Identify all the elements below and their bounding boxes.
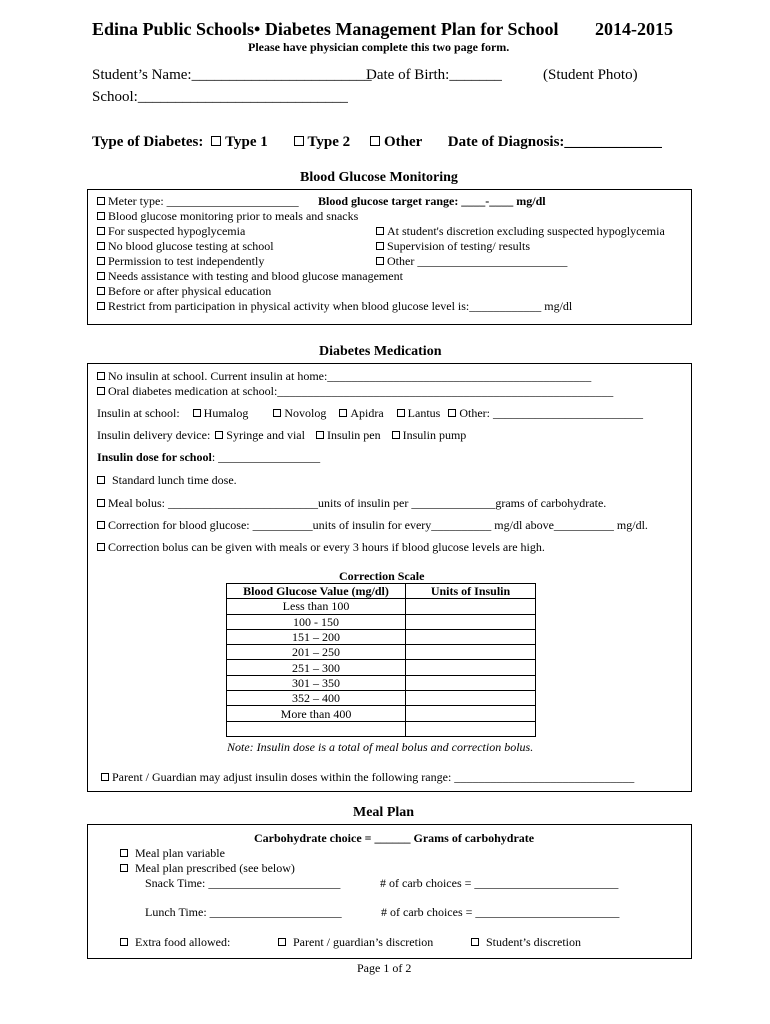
- subtitle: Please have physician complete this two page form.: [248, 40, 510, 54]
- insulin-at-school-row: [97, 406, 643, 421]
- humalog-option[interactable]: Humalog: [193, 406, 249, 420]
- lunch-carb-choices-field[interactable]: # of carb choices = ________________________: [381, 905, 620, 919]
- correction-scale-title: Correction Scale: [339, 569, 425, 583]
- units-cell[interactable]: [406, 691, 536, 706]
- extra-food-option[interactable]: Extra food allowed:: [120, 935, 230, 950]
- table-header: Blood Glucose Value (mg/dl): [227, 584, 406, 599]
- correction-option[interactable]: Correction for blood glucose: __________units of insulin for every__________ mg/dl above__________ mg/dl.: [97, 518, 648, 533]
- student-photo-placeholder: (Student Photo): [543, 67, 638, 83]
- units-cell[interactable]: [406, 706, 536, 721]
- checkbox-icon[interactable]: [97, 212, 105, 220]
- bg-range-cell[interactable]: [227, 721, 406, 736]
- snack-time-field[interactable]: Snack Time: ______________________: [145, 876, 341, 890]
- table-row: [227, 721, 536, 736]
- checkbox-icon[interactable]: [120, 864, 128, 872]
- school-year: 2014-2015: [595, 19, 673, 39]
- units-cell[interactable]: [406, 629, 536, 644]
- standard-lunch-option[interactable]: Standard lunch time dose.: [97, 473, 237, 488]
- checkbox-icon[interactable]: [97, 476, 105, 484]
- bg-range-cell: 151 – 200: [227, 629, 406, 644]
- checkbox-icon[interactable]: [120, 938, 128, 946]
- checkbox-icon[interactable]: [376, 242, 384, 250]
- lunch-time-field[interactable]: Lunch Time: ______________________: [145, 905, 342, 919]
- delivery-device-row: [97, 428, 466, 443]
- checkbox-icon[interactable]: [273, 409, 281, 417]
- meal-bolus-option[interactable]: Meal bolus: _________________________units of insulin per ______________grams of carbohydrate.: [97, 496, 606, 511]
- checkbox-icon[interactable]: [370, 136, 380, 146]
- target-range-field[interactable]: Blood glucose target range: ____-____ mg/dl: [318, 194, 546, 208]
- oral-medication-option[interactable]: Oral diabetes medication at school:________________________________________________________: [97, 384, 613, 399]
- checkbox-icon[interactable]: [397, 409, 405, 417]
- correction-bolus-option[interactable]: Correction bolus can be given with meals or every 3 hours if blood glucose levels are high.: [97, 540, 545, 555]
- other-monitoring-option[interactable]: Other _________________________: [376, 254, 567, 269]
- table-row: [227, 645, 536, 660]
- checkbox-icon[interactable]: [97, 302, 105, 310]
- diabetes-type-row: [92, 134, 662, 151]
- insulin-dose-field[interactable]: Insulin dose for school: _________________: [97, 450, 321, 464]
- other-insulin-option[interactable]: Other: _________________________: [448, 406, 643, 420]
- table-row: [227, 629, 536, 644]
- checkbox-icon[interactable]: [97, 257, 105, 265]
- correction-note: Note: Insulin dose is a total of meal bolus and correction bolus.: [227, 740, 534, 754]
- table-row: [227, 675, 536, 690]
- carb-choice-field[interactable]: Carbohydrate choice = ______ Grams of carbohydrate: [254, 831, 535, 845]
- restrict-activity-option[interactable]: Restrict from participation in physical activity when blood glucose level is:____________ mg/dl: [97, 299, 572, 314]
- no-insulin-option[interactable]: No insulin at school. Current insulin at home:____________________________________________: [97, 369, 591, 384]
- meter-type-field[interactable]: Meter type: ______________________: [97, 194, 299, 209]
- units-cell[interactable]: [406, 614, 536, 629]
- bg-range-cell: 201 – 250: [227, 645, 406, 660]
- suspected-hypo-option[interactable]: For suspected hypoglycemia: [97, 224, 245, 239]
- bg-range-cell: 352 – 400: [227, 691, 406, 706]
- bg-range-cell: More than 400: [227, 706, 406, 721]
- student-name-field[interactable]: Student’s Name:________________________: [92, 67, 372, 83]
- checkbox-icon[interactable]: [471, 938, 479, 946]
- page-title: Edina Public Schools• Diabetes Management Plan for School: [92, 19, 559, 39]
- bg-range-cell: 301 – 350: [227, 675, 406, 690]
- school-field[interactable]: School:____________________________: [92, 89, 348, 105]
- units-cell[interactable]: [406, 660, 536, 675]
- student-discretion-option[interactable]: At student's discretion excluding suspected hypoglycemia: [376, 224, 665, 239]
- units-cell[interactable]: [406, 645, 536, 660]
- table-row: [227, 614, 536, 629]
- before-after-pe-option[interactable]: Before or after physical education: [97, 284, 271, 299]
- checkbox-icon[interactable]: [278, 938, 286, 946]
- meal-plan-variable-option[interactable]: Meal plan variable: [120, 846, 225, 861]
- units-cell[interactable]: [406, 721, 536, 736]
- checkbox-icon[interactable]: [193, 409, 201, 417]
- checkbox-icon[interactable]: [97, 499, 105, 507]
- delivery-device-label: Insulin delivery device:: [97, 428, 211, 442]
- checkbox-icon[interactable]: [97, 543, 105, 551]
- checkbox-icon[interactable]: [215, 431, 223, 439]
- bg-range-cell: Less than 100: [227, 599, 406, 614]
- checkbox-icon[interactable]: [97, 372, 105, 380]
- checkbox-icon[interactable]: [97, 242, 105, 250]
- correction-scale-table: [226, 583, 536, 737]
- bg-monitoring-title: Blood Glucose Monitoring: [300, 170, 458, 185]
- checkbox-icon[interactable]: [376, 257, 384, 265]
- page-number: Page 1 of 2: [357, 961, 412, 975]
- checkbox-icon[interactable]: [316, 431, 324, 439]
- parent-adjust-option[interactable]: Parent / Guardian may adjust insulin doses within the following range: ______________________________: [101, 770, 634, 785]
- checkbox-icon[interactable]: [120, 849, 128, 857]
- lantus-option[interactable]: Lantus: [397, 406, 441, 420]
- table-row: [227, 660, 536, 675]
- insulin-pen-option[interactable]: Insulin pen: [316, 428, 381, 442]
- checkbox-icon[interactable]: [97, 521, 105, 529]
- units-cell[interactable]: [406, 599, 536, 614]
- bg-range-cell: 251 – 300: [227, 660, 406, 675]
- insulin-pump-option[interactable]: Insulin pump: [392, 428, 467, 442]
- snack-carb-choices-field[interactable]: # of carb choices = ________________________: [380, 876, 619, 890]
- student-discretion-meal-option[interactable]: Student’s discretion: [471, 935, 581, 950]
- meal-plan-prescribed-option[interactable]: Meal plan prescribed (see below): [120, 861, 295, 876]
- prior-meals-option[interactable]: Blood glucose monitoring prior to meals and snacks: [97, 209, 358, 224]
- checkbox-icon[interactable]: [294, 136, 304, 146]
- table-row: [227, 691, 536, 706]
- bg-range-cell: 100 - 150: [227, 614, 406, 629]
- checkbox-icon[interactable]: [97, 197, 105, 205]
- units-cell[interactable]: [406, 675, 536, 690]
- checkbox-icon[interactable]: [211, 136, 221, 146]
- checkbox-icon[interactable]: [376, 227, 384, 235]
- insulin-at-school-label: Insulin at school:: [97, 406, 180, 420]
- checkbox-icon[interactable]: [97, 272, 105, 280]
- date-of-diagnosis-field[interactable]: Date of Diagnosis:_____________: [447, 134, 662, 150]
- table-row: [227, 599, 536, 614]
- diabetes-type-label: Type of Diabetes:: [92, 134, 204, 150]
- table-row: [227, 706, 536, 721]
- supervision-option[interactable]: Supervision of testing/ results: [376, 239, 530, 254]
- checkbox-icon[interactable]: [392, 431, 400, 439]
- checkbox-icon[interactable]: [339, 409, 347, 417]
- apidra-option[interactable]: Apidra: [339, 406, 383, 420]
- checkbox-icon[interactable]: [101, 773, 109, 781]
- parent-discretion-option[interactable]: Parent / guardian’s discretion: [278, 935, 433, 950]
- novolog-option[interactable]: Novolog: [273, 406, 326, 420]
- table-header-row: [227, 584, 536, 599]
- needs-assist-option[interactable]: Needs assistance with testing and blood glucose management: [97, 269, 403, 284]
- other-type-option[interactable]: Other: [370, 134, 422, 150]
- checkbox-icon[interactable]: [448, 409, 456, 417]
- type2-option[interactable]: Type 2: [294, 134, 351, 150]
- date-of-birth-field[interactable]: Date of Birth:_______: [366, 67, 502, 83]
- no-testing-option[interactable]: No blood glucose testing at school: [97, 239, 274, 254]
- checkbox-icon[interactable]: [97, 287, 105, 295]
- checkbox-icon[interactable]: [97, 387, 105, 395]
- medication-title: Diabetes Medication: [319, 344, 442, 359]
- permission-option[interactable]: Permission to test independently: [97, 254, 264, 269]
- syringe-option[interactable]: Syringe and vial: [215, 428, 305, 442]
- checkbox-icon[interactable]: [97, 227, 105, 235]
- type1-option[interactable]: Type 1: [211, 134, 268, 150]
- meal-plan-title: Meal Plan: [353, 805, 415, 820]
- table-header: Units of Insulin: [406, 584, 536, 599]
